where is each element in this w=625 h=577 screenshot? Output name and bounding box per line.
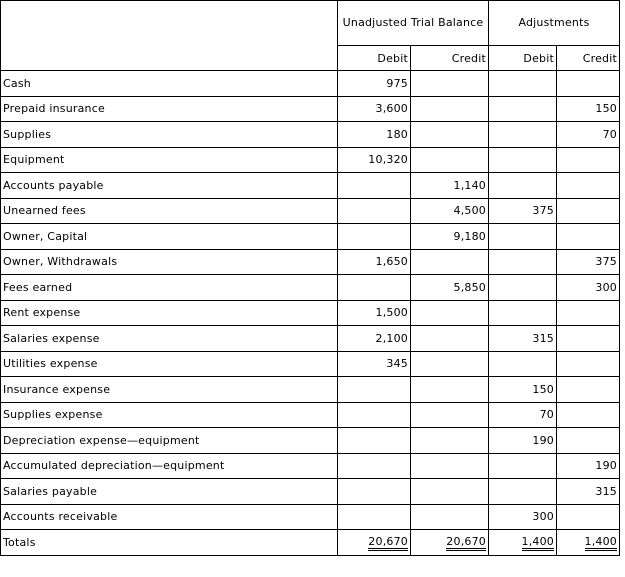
adj-credit-cell: 300 bbox=[557, 275, 620, 301]
account-name: Supplies expense bbox=[1, 402, 338, 428]
utb-credit-cell bbox=[411, 326, 489, 352]
utb-credit-cell bbox=[411, 300, 489, 326]
adj-debit-cell: 315 bbox=[489, 326, 557, 352]
adj-debit-cell bbox=[489, 300, 557, 326]
account-name: Unearned fees bbox=[1, 198, 338, 224]
table-row bbox=[1, 453, 620, 479]
account-name: Supplies bbox=[1, 122, 338, 148]
utb-debit-cell: 345 bbox=[338, 351, 411, 377]
utb-debit-cell bbox=[338, 275, 411, 301]
utb-credit-cell: 4,500 bbox=[411, 198, 489, 224]
utb-credit-cell bbox=[411, 122, 489, 148]
utb-debit-cell bbox=[338, 453, 411, 479]
adj-credit-cell: 315 bbox=[557, 479, 620, 505]
adj-debit-cell: 70 bbox=[489, 402, 557, 428]
account-name: Salaries payable bbox=[1, 479, 338, 505]
table-row bbox=[1, 71, 620, 97]
adj-debit-cell: 190 bbox=[489, 428, 557, 454]
utb-debit-cell bbox=[338, 402, 411, 428]
utb-debit-cell: 975 bbox=[338, 71, 411, 97]
adj-credit-cell: 375 bbox=[557, 249, 620, 275]
adj-credit-cell bbox=[557, 300, 620, 326]
table-row bbox=[1, 198, 620, 224]
adj-credit-cell bbox=[557, 504, 620, 530]
account-name: Fees earned bbox=[1, 275, 338, 301]
utb-debit-cell: 1,650 bbox=[338, 249, 411, 275]
table-row bbox=[1, 428, 620, 454]
header-adj-credit: Credit bbox=[557, 46, 620, 71]
adj-credit-cell bbox=[557, 351, 620, 377]
table-row bbox=[1, 300, 620, 326]
account-name: Accounts receivable bbox=[1, 504, 338, 530]
adj-debit-cell bbox=[489, 275, 557, 301]
adj-credit-cell: 150 bbox=[557, 96, 620, 122]
adj-debit-cell bbox=[489, 96, 557, 122]
utb-credit-cell bbox=[411, 351, 489, 377]
adj-debit-cell bbox=[489, 122, 557, 148]
adj-debit-cell: 300 bbox=[489, 504, 557, 530]
header-account-blank bbox=[1, 1, 338, 46]
account-name: Equipment bbox=[1, 147, 338, 173]
adj-debit-cell bbox=[489, 71, 557, 97]
adj-debit-cell bbox=[489, 479, 557, 505]
total-utb-credit-cell bbox=[411, 530, 489, 556]
total-adj-credit-cell bbox=[557, 530, 620, 556]
header-row-groups bbox=[1, 1, 620, 46]
table-row bbox=[1, 96, 620, 122]
header-utb-credit: Credit bbox=[411, 46, 489, 71]
table-row bbox=[1, 326, 620, 352]
adj-credit-cell bbox=[557, 377, 620, 403]
adj-debit-cell bbox=[489, 351, 557, 377]
adj-credit-cell bbox=[557, 402, 620, 428]
utb-debit-cell: 180 bbox=[338, 122, 411, 148]
account-name: Depreciation expense—equipment bbox=[1, 428, 338, 454]
adj-debit-cell: 375 bbox=[489, 198, 557, 224]
header-account-blank-2 bbox=[1, 46, 338, 71]
table-row bbox=[1, 173, 620, 199]
utb-credit-cell bbox=[411, 504, 489, 530]
adj-credit-cell bbox=[557, 428, 620, 454]
table-row bbox=[1, 147, 620, 173]
utb-debit-cell bbox=[338, 504, 411, 530]
total-adj-debit-cell bbox=[489, 530, 557, 556]
adj-credit-cell: 70 bbox=[557, 122, 620, 148]
adj-debit-cell bbox=[489, 249, 557, 275]
utb-debit-cell bbox=[338, 377, 411, 403]
table-row bbox=[1, 377, 620, 403]
utb-debit-cell bbox=[338, 224, 411, 250]
adj-credit-cell bbox=[557, 198, 620, 224]
adj-credit-cell bbox=[557, 224, 620, 250]
header-adj-debit: Debit bbox=[489, 46, 557, 71]
table-row bbox=[1, 402, 620, 428]
utb-debit-cell: 1,500 bbox=[338, 300, 411, 326]
adj-debit-cell bbox=[489, 147, 557, 173]
account-name: Salaries expense bbox=[1, 326, 338, 352]
table-row bbox=[1, 351, 620, 377]
total-adj-credit: 1,400 bbox=[585, 535, 618, 551]
total-utb-debit: 20,670 bbox=[368, 535, 408, 551]
totals-row bbox=[1, 530, 620, 556]
adj-debit-cell bbox=[489, 453, 557, 479]
totals-label: Totals bbox=[1, 530, 338, 556]
table-row bbox=[1, 275, 620, 301]
utb-debit-cell bbox=[338, 479, 411, 505]
table-row bbox=[1, 249, 620, 275]
utb-credit-cell bbox=[411, 402, 489, 428]
adj-credit-cell bbox=[557, 147, 620, 173]
table-row bbox=[1, 122, 620, 148]
total-utb-credit: 20,670 bbox=[446, 535, 486, 551]
account-name: Insurance expense bbox=[1, 377, 338, 403]
utb-credit-cell bbox=[411, 479, 489, 505]
utb-debit-cell bbox=[338, 173, 411, 199]
utb-credit-cell: 1,140 bbox=[411, 173, 489, 199]
adj-credit-cell bbox=[557, 173, 620, 199]
utb-credit-cell bbox=[411, 147, 489, 173]
account-name: Cash bbox=[1, 71, 338, 97]
account-name: Utilities expense bbox=[1, 351, 338, 377]
utb-credit-cell bbox=[411, 249, 489, 275]
utb-credit-cell bbox=[411, 71, 489, 97]
adj-credit-cell bbox=[557, 326, 620, 352]
table-row bbox=[1, 479, 620, 505]
account-name: Accounts payable bbox=[1, 173, 338, 199]
utb-credit-cell bbox=[411, 377, 489, 403]
header-adjustments: Adjustments bbox=[489, 1, 620, 46]
account-name: Accumulated depreciation—equipment bbox=[1, 453, 338, 479]
adj-debit-cell: 150 bbox=[489, 377, 557, 403]
total-adj-debit: 1,400 bbox=[522, 535, 555, 551]
header-utb-debit: Debit bbox=[338, 46, 411, 71]
account-name: Prepaid insurance bbox=[1, 96, 338, 122]
table-row bbox=[1, 224, 620, 250]
utb-debit-cell: 10,320 bbox=[338, 147, 411, 173]
adj-credit-cell bbox=[557, 71, 620, 97]
utb-credit-cell bbox=[411, 428, 489, 454]
total-utb-debit-cell bbox=[338, 530, 411, 556]
utb-credit-cell bbox=[411, 453, 489, 479]
account-name: Rent expense bbox=[1, 300, 338, 326]
utb-credit-cell bbox=[411, 96, 489, 122]
adj-debit-cell bbox=[489, 173, 557, 199]
header-unadjusted-trial-balance: Unadjusted Trial Balance bbox=[338, 1, 489, 46]
adj-credit-cell: 190 bbox=[557, 453, 620, 479]
account-name: Owner, Capital bbox=[1, 224, 338, 250]
utb-debit-cell: 3,600 bbox=[338, 96, 411, 122]
table-row bbox=[1, 504, 620, 530]
utb-debit-cell bbox=[338, 428, 411, 454]
adj-debit-cell bbox=[489, 224, 557, 250]
utb-debit-cell bbox=[338, 198, 411, 224]
utb-debit-cell: 2,100 bbox=[338, 326, 411, 352]
utb-credit-cell: 5,850 bbox=[411, 275, 489, 301]
utb-credit-cell: 9,180 bbox=[411, 224, 489, 250]
account-name: Owner, Withdrawals bbox=[1, 249, 338, 275]
header-row-columns bbox=[1, 46, 620, 71]
